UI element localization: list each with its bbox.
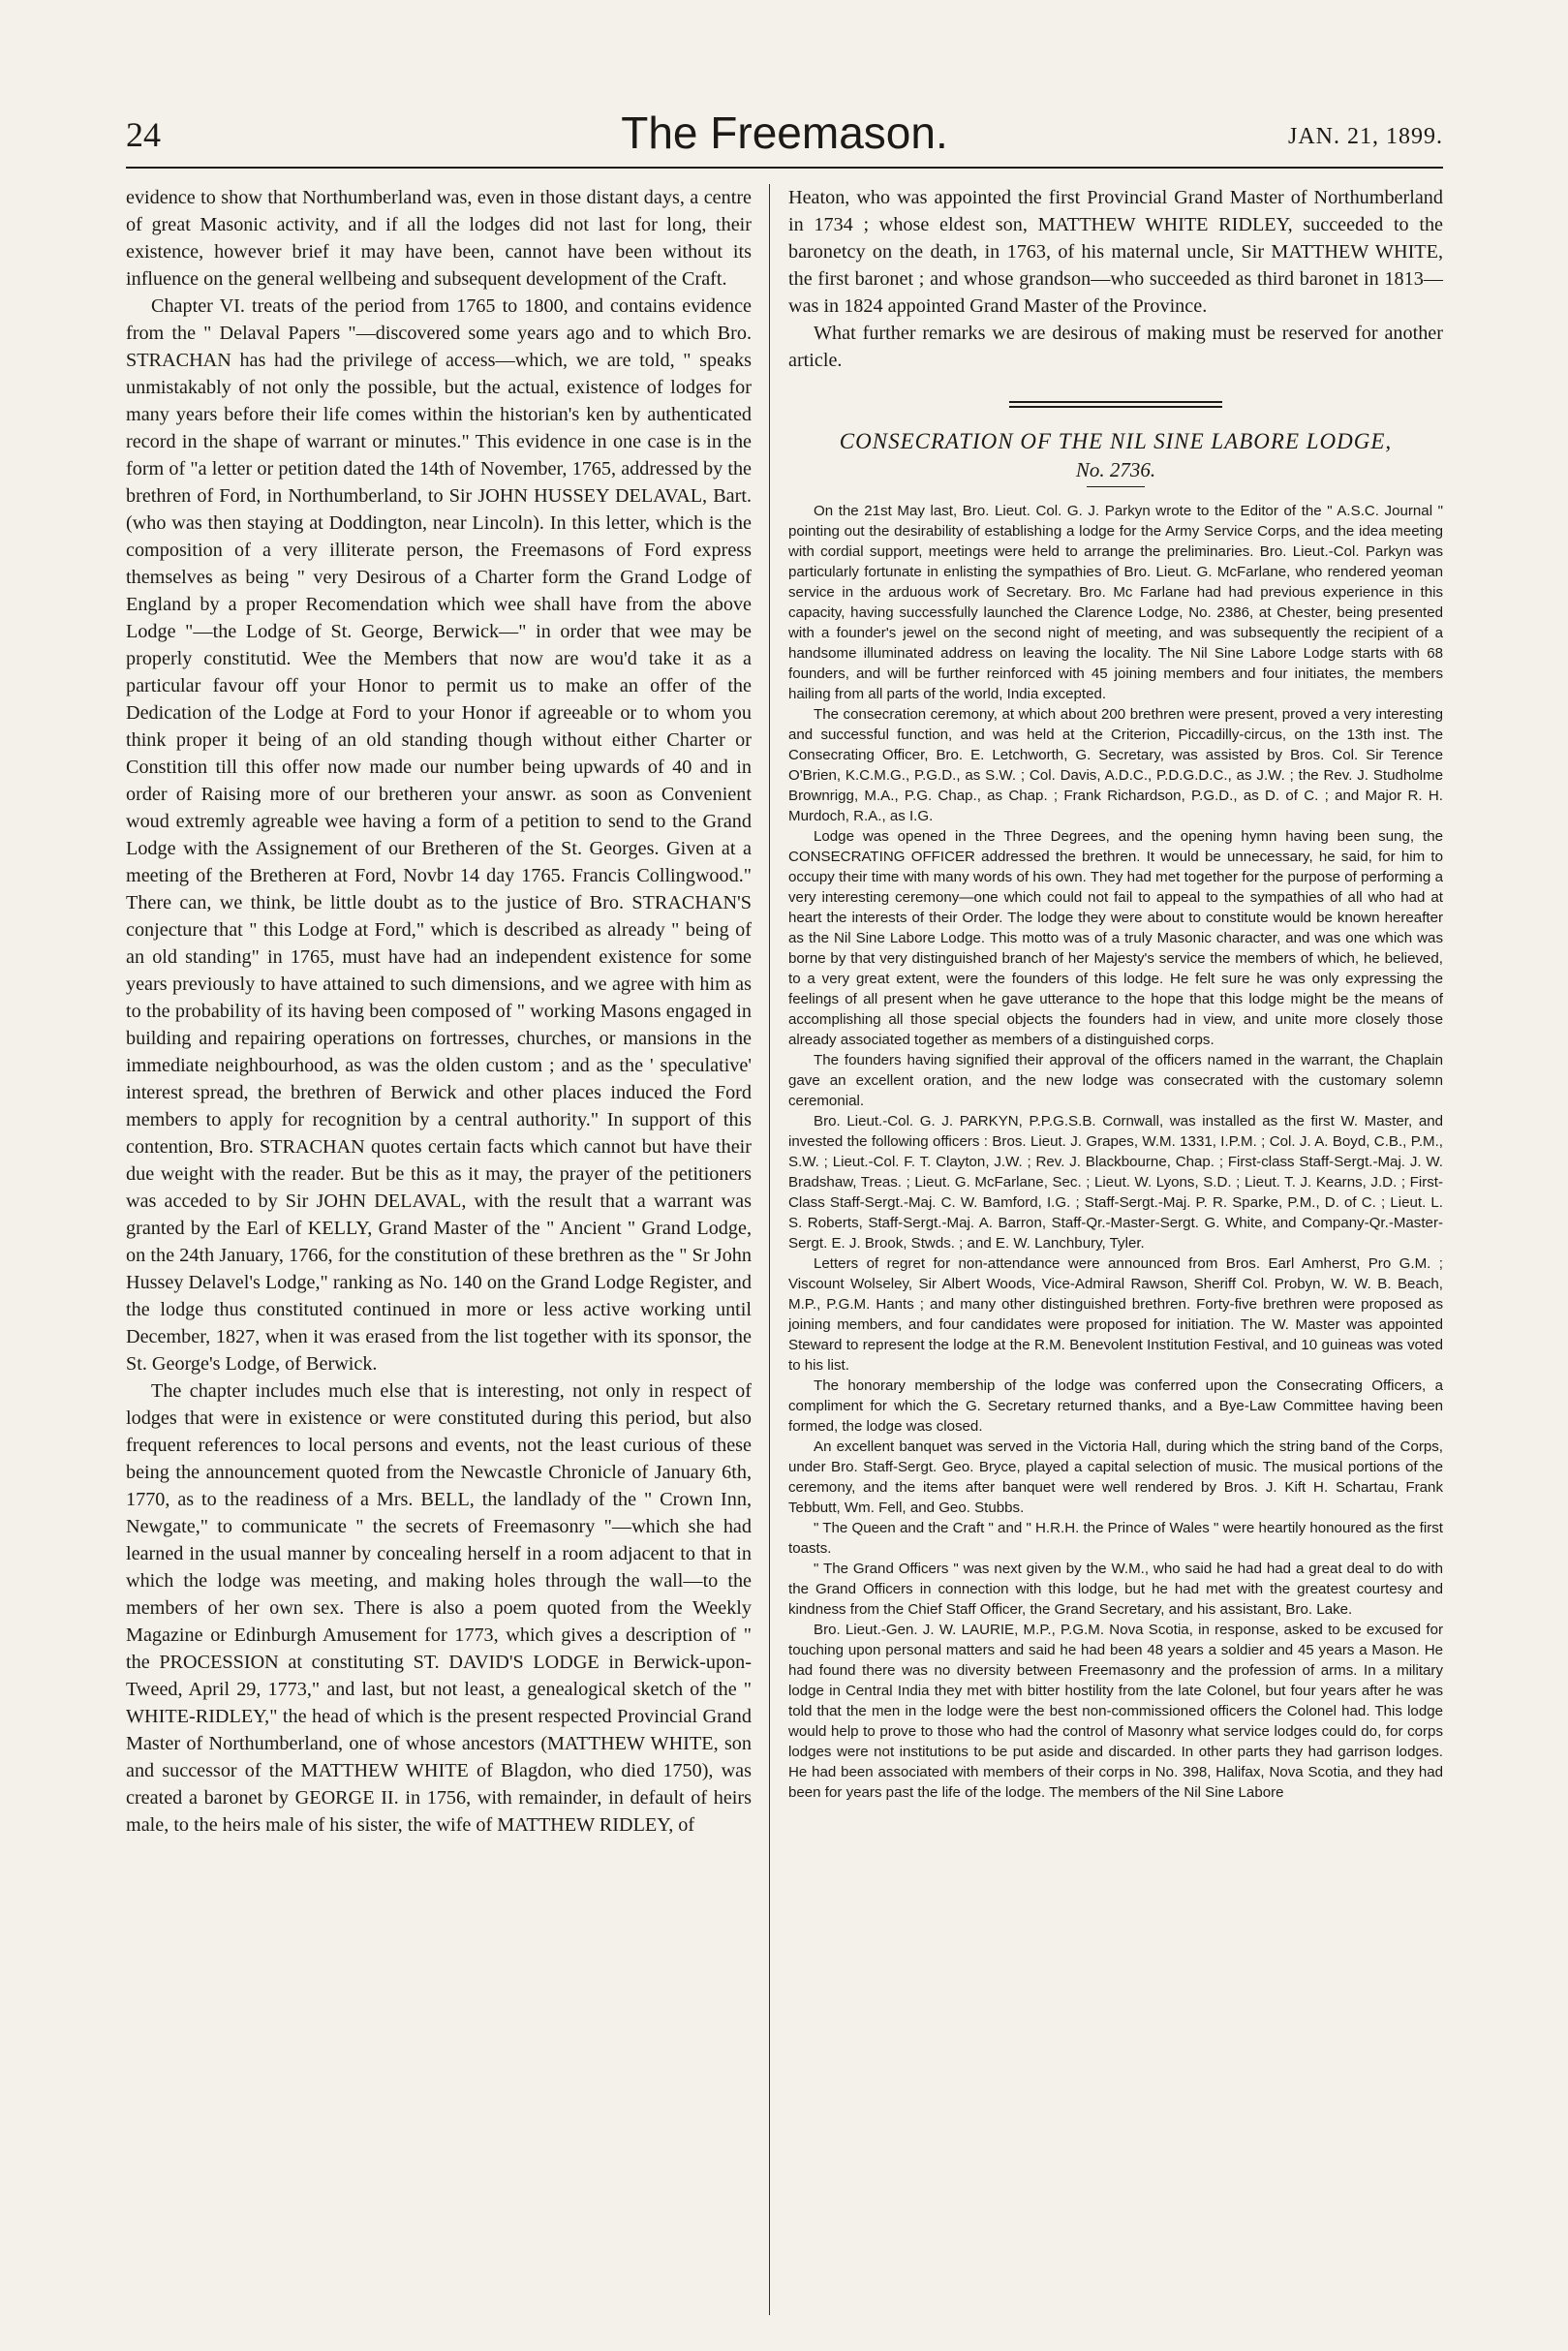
- article-paragraph: Bro. Lieut.-Col. G. J. PARKYN, P.P.G.S.B. Cornwall, was installed as the first W. Master, and invested the following officers : Bros. Lieut. J. Grapes, W.M. 1331, I.P.M. ; Col. J. A. Boyd, C.B., P.M., S.W. ; Lieut.-Col. F. T. Clayton, J.W. ; Rev. J. Blackbourne, Chap. ; First-class Staff-Sergt.-Maj. J. W. Bradshaw, Treas. ; Lieut. G. McFarlane, Sec. ; Lieut. W. Lyons, S.D. ; Lieut. T. J. Kearns, J.D. ; First-Class Staff-Sergt.-Maj. C. W. Bamford, I.G. ; Staff-Sergt.-Maj. P. R. Sparke, P.M., D. of C. ; Lieut. L. S. Roberts, Staff-Sergt.-Maj. A. Barron, Staff-Qr.-Master-Sergt. G. White, and Company-Qr.-Master-Sergt. E. J. Brook, Stwds. ; and E. W. Lanchbury, Tyler.: [788, 1113, 1443, 1252]
- article-paragraph: Bro. Lieut.-Gen. J. W. LAURIE, M.P., P.G.M. Nova Scotia, in response, asked to be excused for touching upon personal matters and said he had been 48 years a soldier and 45 years a Mason. He had found there was no diversity between Freemasonry and the profession of arms. In a military lodge in Central India they met with bitter hostility from the late Colonel, but four years after he was told that the men in the lodge were the best non-commissioned officers the Colonel had. This lodge would help to prove to those who had the control of Masonry what service lodges could do, for corps lodges were not institutions to be put aside and discarded. In other parts they had garrison lodges. He had been associated with members of their corps in No. 398, Halifax, Nova Scotia, and they had been for years past the life of the lodge. The members of the Nil Sine Labore: [788, 1622, 1443, 1801]
- page-number: 24: [126, 115, 161, 154]
- page-header: [126, 107, 1443, 169]
- article-paragraph: The consecration ceremony, at which about 200 brethren were present, proved a very interesting and successful function, and was held at the Criterion, Piccadilly-circus, on the 13th inst. The Consecrating Officer, Bro. E. Letchworth, G. Secretary, was assisted by Bros. Col. Sir Terence O'Brien, K.C.M.G., P.G.D., as S.W. ; Col. Davis, A.D.C., P.D.G.D.C., as J.W. ; the Rev. J. Studholme Brownrigg, M.A., P.G. Chap., as Chap. ; Frank Richardson, P.G.D., as D. of C. ; and Major R. H. Murdoch, R.A., as I.G.: [788, 706, 1443, 824]
- article-paragraph: " The Grand Officers " was next given by the W.M., who said he had had a great deal to do with the Grand Officers in connection with this lodge, but he had met with the greatest courtesy and kindness from the Chief Staff Officer, the Grand Secretary, and his assistant, Bro. Lake.: [788, 1561, 1443, 1618]
- left-paragraph: evidence to show that Northumberland was, even in those distant days, a centre of great Masonic activity, and if all the lodges did not last for long, their existence, however brief it may have been, cannot have been without its influence on the general wellbeing and subsequent development of the Craft.: [126, 187, 752, 290]
- right-paragraph: Heaton, who was appointed the first Provincial Grand Master of Northumberland in 1734 ; whose eldest son, MATTHEW WHITE RIDLEY, succeeded to the baronetcy on the death, in 1763, of his maternal uncle, Sir MATTHEW WHITE, the first baronet ; and whose grandson—who succeeded as third baronet in 1813—was in 1824 appointed Grand Master of the Province.: [788, 187, 1443, 317]
- issue-date: JAN. 21, 1899.: [1287, 124, 1443, 149]
- section-separator: [1009, 401, 1222, 408]
- article-paragraph: Letters of regret for non-attendance were announced from Bros. Earl Amherst, Pro G.M. ; Viscount Wolseley, Sir Albert Woods, Vice-Admiral Rawson, Sheriff Col. Probyn, W. W. B. Beach, M.P., P.G.M. Hants ; and many other distinguished brethren. Forty-five brethren were proposed as joining members, and four candidates were proposed for initiation. The W. Master was appointed Steward to represent the lodge at the R.M. Benevolent Institution Festival, and 10 guineas was voted to his list.: [788, 1255, 1443, 1374]
- article-lodge-number: No. 2736.: [1075, 458, 1156, 481]
- masthead: The Freemason.: [621, 108, 948, 158]
- article-headline: CONSECRATION OF THE NIL SINE LABORE LODGE,: [839, 429, 1393, 453]
- article-paragraph: On the 21st May last, Bro. Lieut. Col. G. J. Parkyn wrote to the Editor of the " A.S.C. Journal " pointing out the desirability of establishing a lodge for the Army Service Corps, and the idea meeting with cordial support, meetings were held to arrange the preliminaries. Bro. Lieut.-Col. Parkyn was particularly fortunate in enlisting the sympathies of Bro. Lieut. G. McFarlane, who rendered yeoman service in the arduous work of Secretary. Bro. Mc Farlane had had previous experience in this capacity, having successfully launched the Clarence Lodge, No. 2386, at Chester, being presented with a founder's jewel on the second night of meeting, and was subsequently the recipient of a handsome illuminated address on leaving the locality. The Nil Sine Labore Lodge starts with 68 founders, and will be further reinforced with 45 joining members and four initiates, the members hailing from all parts of the world, India excepted.: [788, 503, 1443, 702]
- article-paragraph: Lodge was opened in the Three Degrees, and the opening hymn having been sung, the CONSECRATING OFFICER addressed the brethren. It would be unnecessary, he said, for him to occupy their time with many words of his own. They had met together for the purpose of performing a very interesting ceremony—one which could not fail to appeal to the sympathies of all who had at heart the interests of their Order. The lodge they were about to constitute would be known hereafter as the Nil Sine Labore Lodge. This motto was of a truly Masonic character, and was one which was borne by that very distinguished branch of her Majesty's service the members of which, he believed, to a very great extent, were the founders of this lodge. He felt sure he was only expressing the feelings of all present when he gave utterance to the hope that this lodge might be the means of accomplishing all those special objects the founders had in view, and unite more closely those already associated together as members of a distinguished corps.: [788, 828, 1443, 1048]
- headline-rule: [1087, 486, 1145, 487]
- right-paragraph: What further remarks we are desirous of making must be reserved for another article.: [788, 323, 1443, 371]
- column-divider: [769, 184, 770, 2315]
- article-paragraph: " The Queen and the Craft " and " H.R.H. the Prince of Wales " were heartily honoured as the first toasts.: [788, 1520, 1443, 1557]
- left-paragraph: Chapter VI. treats of the period from 1765 to 1800, and contains evidence from the " Delaval Papers "—discovered some years ago and to which Bro. STRACHAN has had the privilege of access—which, we are told, " speaks unmistakably of not only the possible, but the actual, existence of lodges for many years before their life comes within the historian's ken by authenticated record in the shape of warrant or minutes." This evidence in one case is in the form of "a letter or petition dated the 14th of November, 1765, addressed by the brethren of Ford, in Northumberland, to Sir JOHN HUSSEY DELAVAL, Bart. (who was then staying at Doddington, near Lincoln). In this letter, which is the composition of a very illiterate person, the Freemasons of Ford express themselves as being " very Desirous of a Charter form the Grand Lodge of England by a proper Recomendation which wee shall have from the above Lodge "—the Lodge of St. George, Berwick—" in order that wee may be properly constitutid. Wee the Members that now are wou'd take it as a particular favour off your Honor to permit us to make an offer of the Dedication of the Lodge at Ford to your Honor if agreeable or to whom you think proper it being of an old standing though without either Charter or Constition till this offer now made our number being upwards of 40 and in order of Raising more of our bretheren your answr. as soon as Convenient woud extremly agreable wee having a form of a petition to send to the Grand Lodge with the Assignement of our Bretheren of the St. Georges. Given at a meeting of the Bretheren at Ford, Novbr 14 day 1765. Francis Collingwood." There can, we think, be little doubt as to the justice of Bro. STRACHAN'S conjecture that " this Lodge at Ford," which is described as already " being of an old standing" in 1765, must have had an independent existence for some years previously to have attained to such dimensions, and we agree with him as to the probability of its having been composed of " working Masons engaged in building and repairing operations on fortresses, churches, or mansions in the immediate neighbourhood, as was the olden custom ; and as the ' speculative' interest spread, the brethren of Berwick and other places induced the Ford members to apply for recognition by a central authority." In support of this contention, Bro. STRACHAN quotes certain facts which cannot but have their due weight with the reader. But be this as it may, the prayer of the petitioners was acceded to by Sir JOHN DELAVAL, with the result that a warrant was granted by the Earl of KELLY, Grand Master of the " Ancient " Grand Lodge, on the 24th January, 1766, for the constitution of these brethren as the " Sr John Hussey Delavel's Lodge," ranking as No. 140 on the Grand Lodge Register, and the lodge thus constituted continued in more or less active working until December, 1827, when it was erased from the list together with its sponsor, the St. George's Lodge, of Berwick.: [126, 295, 752, 1375]
- article-paragraph: The founders having signified their approval of the officers named in the warrant, the Chaplain gave an excellent oration, and the new lodge was consecrated with the customary solemn ceremonial.: [788, 1052, 1443, 1109]
- right-column: [788, 184, 1443, 1803]
- article-paragraph: The honorary membership of the lodge was conferred upon the Consecrating Officers, a compliment for which the G. Secretary returned thanks, and a Bye-Law Committee having been formed, the lodge was closed.: [788, 1377, 1443, 1435]
- newspaper-page: [126, 107, 1443, 2335]
- article-paragraph: An excellent banquet was served in the Victoria Hall, during which the string band of the Corps, under Bro. Staff-Sergt. Geo. Bryce, played a capital selection of music. The musical portions of the ceremony, and the items after banquet were well rendered by Bros. J. Kift H. Schartau, Frank Tebbutt, Wm. Fell, and Geo. Stubbs.: [788, 1438, 1443, 1516]
- left-column: [126, 184, 752, 1839]
- columns: [126, 184, 1443, 2335]
- left-paragraph: The chapter includes much else that is interesting, not only in respect of lodges that were in existence or were constituted during this period, but also frequent references to local persons and events, not the least curious of these being the announcement quoted from the Newcastle Chronicle of January 6th, 1770, as to the readiness of a Mrs. BELL, the landlady of the " Crown Inn, Newgate," to communicate " the secrets of Freemasonry "—which she had learned in the usual manner by concealing herself in a room adjacent to that in which the lodge was meeting, and making holes through the wall—to the members of her own sex. There is also a poem quoted from the Weekly Magazine or Edinburgh Amusement for 1773, which gives a description of " the PROCESSION at constituting ST. DAVID'S LODGE in Berwick-upon-Tweed, April 29, 1773," and last, but not least, a genealogical sketch of the " WHITE-RIDLEY," the head of which is the present respected Provincial Grand Master of Northumberland, one of whose ancestors (MATTHEW WHITE, son and successor of the MATTHEW WHITE of Blagdon, who died 1750), was created a baronet by GEORGE II. in 1756, with remainder, in default of heirs male, to the heirs male of his sister, the wife of MATTHEW RIDLEY, of: [126, 1380, 752, 1836]
